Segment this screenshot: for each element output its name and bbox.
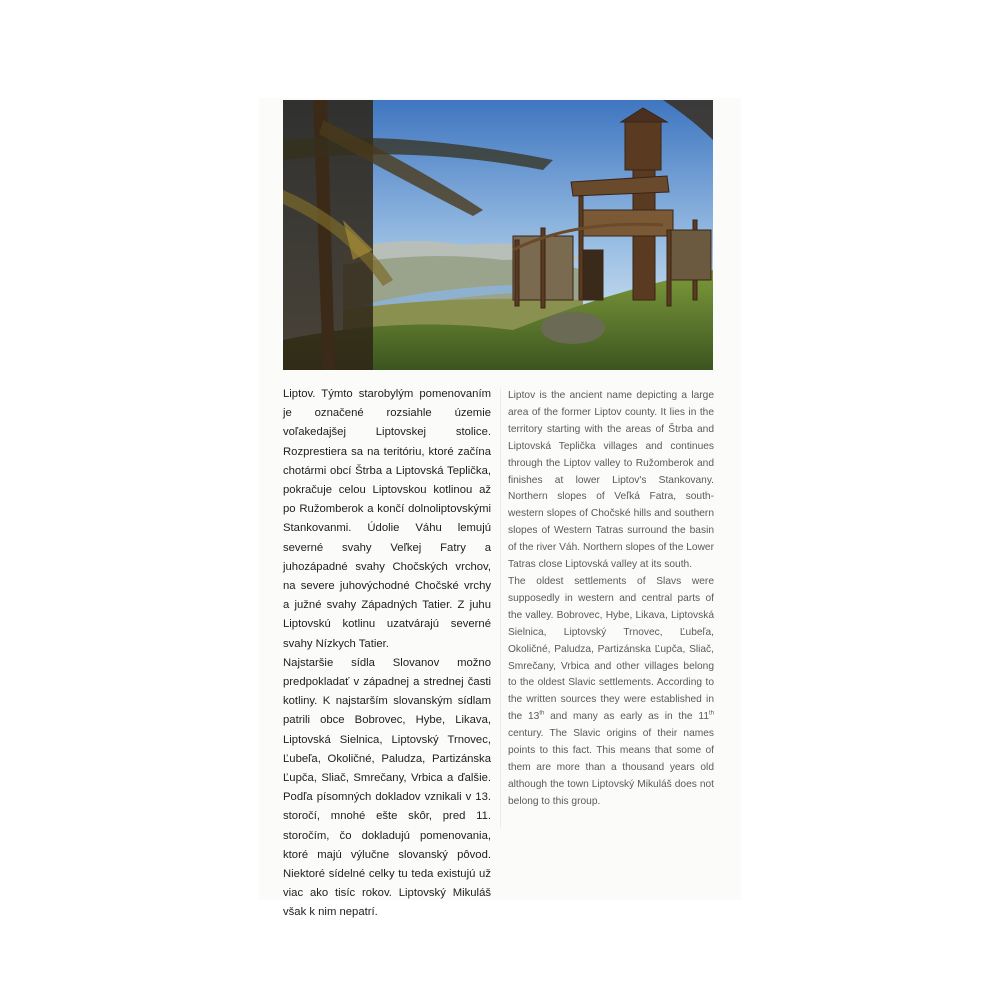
ordinal-suffix: th [708,710,714,717]
english-text-column [508,388,714,811]
english-paragraph: Liptov is the ancient name depicting a large area of the former Liptov county. It lies in the territory starting with the areas of Štrba and Liptovská Teplička villages and continues through the Liptov valley to Ružomberok and finishes at lower Liptov's Stankovany. Northern slopes of Veľká Fatra, south-western slopes of Chočské hills and southern slopes of Western Tatras surround the basin of the river Váh. Northern slopes of the Lower Tatras close Liptovská valley at its south. [508,390,714,571]
slovak-text-column [283,385,491,923]
watchtower-landscape-image [283,100,713,370]
slovak-paragraph: Najstaršie sídla Slovanov možno predpokladať v západnej a strednej časti kotliny. K najstarším slovanským sídlam patrili obce Bobrovec, Hybe, Likava, Liptovská Sielnica, Liptovský Trnovec, Ľubeľa, Okoličné, Paludza, Partizánska Ľupča, Sliač, Smrečany, Vrbica a ďalšie. Podľa písomných dokladov vznikali v 13. storočí, mnohé ešte skôr, pred 11. storočím, čo dokladujú pomenovania, ktoré majú výlučne slovanský pôvod. Niektoré sídelné celky tu teda existujú už viac ako tisíc rokov. Liptovský Mikuláš však k nim nepatrí. [283,656,491,919]
ordinal-suffix: th [539,710,545,717]
english-text: The oldest settlements of Slavs were supposedly in western and central parts of the valley. Bobrovec, Hybe, Likava, Liptovská Sielnica, Liptovský Trnovec, Ľubeľa, Okoličné, Paludza, Partizánska Ľupča, Sliač, Smrečany, Vrbica and other villages belong to the oldest Slavic settlements. According to the written sources they were established in the 13 [508,575,714,723]
column-divider [500,388,501,828]
slovak-paragraph: Liptov. Týmto starobylým pomenovaním je označené rozsiahle územie voľakedajšej Liptovskej stolice. Rozprestiera sa na teritóriu, ktoré začína chotármi obcí Štrba a Liptovská Teplička, pokračuje celou Liptovskou kotlinou až po Ružomberok a končí dolnoliptovskými Stankovanmi. Údolie Váhu lemujú severné svahy Veľkej Fatry a juhozápadné svahy Chočských vrchov, na severe juhovýchodné Chočské vrchy a južné svahy Západných Tatier. Z juhu Liptovskú kotlinu uzatvárajú severné svahy Nízkych Tatier. [283,388,491,650]
english-text: and many as early as in the 11 [544,711,709,723]
english-text: century. The Slavic origins of their names points to this fact. This means that some of them are more than a thousand years old although the town Liptovský Mikuláš does not belong to this group. [508,728,714,807]
landscape-photo [283,100,713,370]
english-paragraph [508,574,714,811]
